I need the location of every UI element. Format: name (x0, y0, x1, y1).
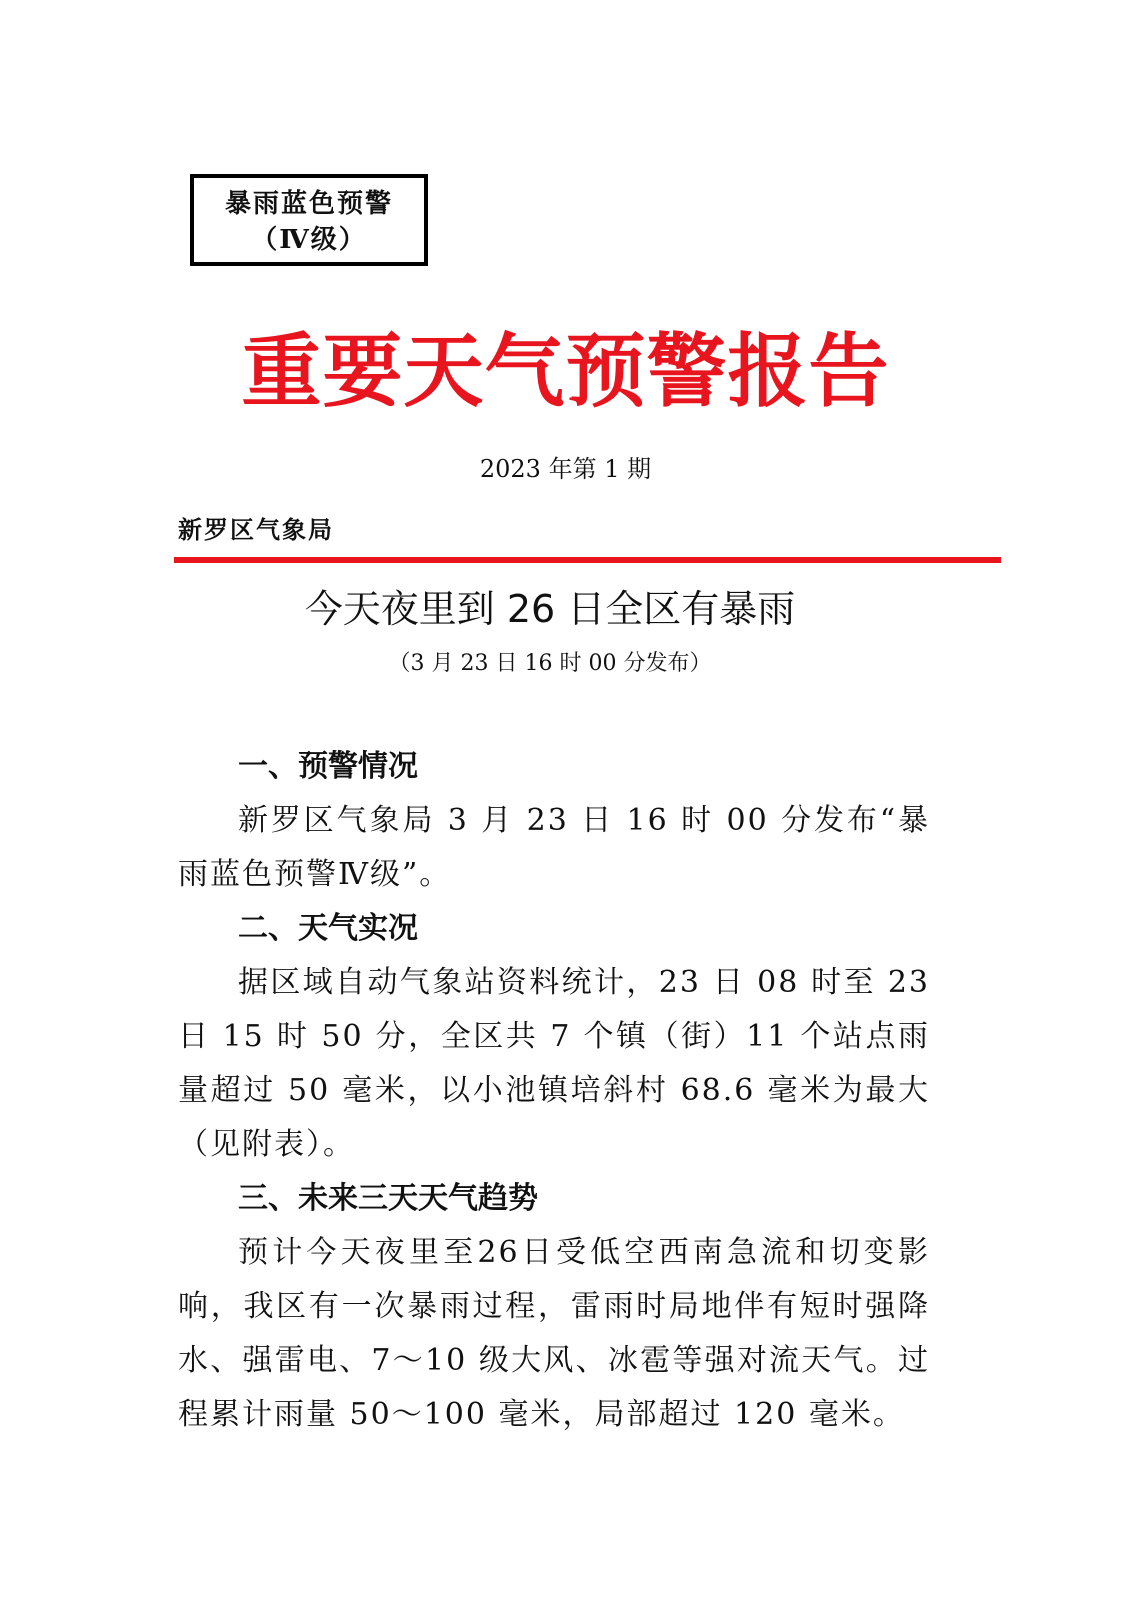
section-text: 据区域自动气象站资料统计，23 日 08 时至 23 日 15 时 50 分，全区共 7 个镇（街）11 个站点雨量超过 50 毫米，以小池镇培斜村 68.6 毫米为最大（见附表）。 (178, 965, 930, 1162)
section-text: 新罗区气象局 3 月 23 日 16 时 00 分发布“暴雨蓝色预警Ⅳ级”。 (178, 803, 930, 892)
headline: 今天夜里到 26 日全区有暴雨 (304, 587, 796, 631)
section-text: 预计今天夜里至26日受低空西南急流和切变影响，我区有一次暴雨过程，雷雨时局地伴有短时强降水、强雷电、7～10 级大风、冰雹等强对流天气。过程累计雨量 50～100 毫米，局部超过 120 毫米。 (178, 1235, 930, 1432)
issuer-name: 新罗区气象局 (178, 515, 334, 544)
section-three-day-trend (178, 1172, 930, 1442)
section-heading: 一、预警情况 (238, 749, 418, 784)
red-divider (174, 557, 1001, 563)
section-heading: 三、未来三天天气趋势 (238, 1181, 538, 1216)
publish-time: （3 月 23 日 16 时 00 分发布） (388, 651, 712, 676)
issue-number: 2023 年第 1 期 (479, 455, 652, 483)
section-heading: 二、天气实况 (238, 911, 418, 946)
warning-level-box (190, 174, 428, 266)
warning-level-name: 暴雨蓝色预警 (224, 189, 393, 219)
warning-level-grade: （Ⅳ级） (251, 225, 367, 255)
section-warning-status (178, 740, 930, 902)
report-body (178, 740, 930, 1442)
report-title: 重要天气预警报告 (241, 325, 890, 418)
section-weather-observation (178, 902, 930, 1172)
